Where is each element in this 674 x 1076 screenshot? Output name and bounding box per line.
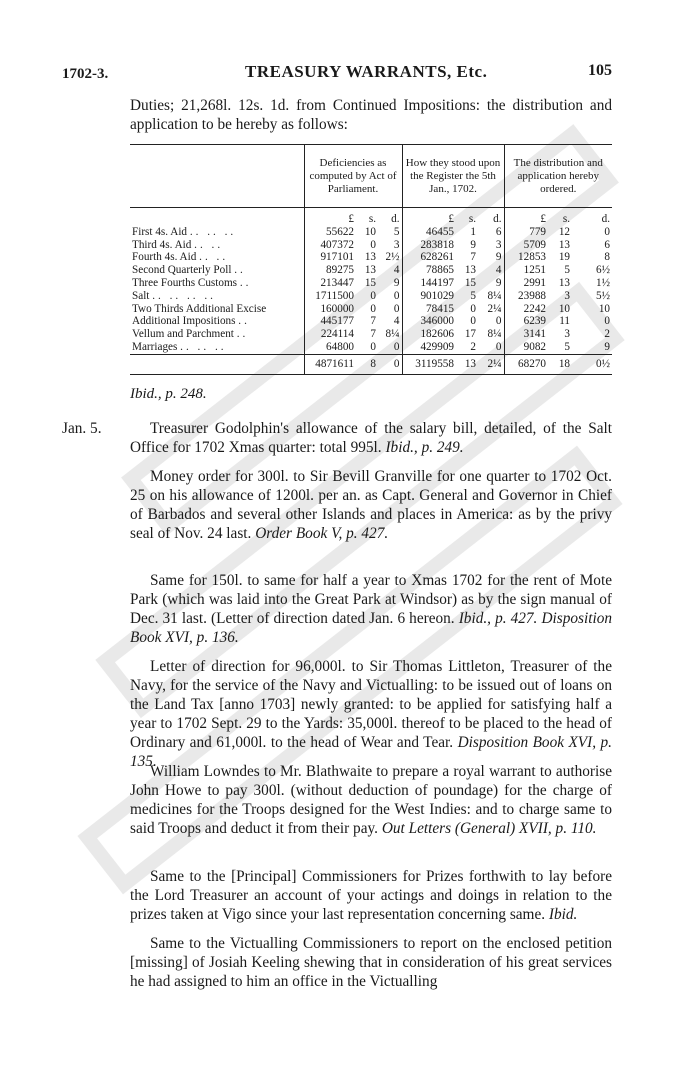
shillings-cell: 0 [370,340,376,353]
paragraph-reference: Ibid. [548,906,578,923]
leader-dots: .. [234,264,246,277]
unit-shillings: s. [368,213,376,225]
paragraph-text: Same to the Victualling Commissioners to report on the enclosed petition [missing] of Josiah Keeling shewing that in consideration of his great services he had assigned to him an office in the Victualling [130,935,612,990]
pence-cell: 8¼ [487,328,502,341]
total-pence-cell: 0½ [572,354,612,374]
pence-cell: 9 [495,276,502,289]
pounds-cell: 23988 [504,290,548,303]
total-pence-cell: 0 [378,354,402,374]
table-row [130,226,612,239]
pounds-cell: 1711500 [304,290,356,303]
column-header-distribution: The distribution and application hereby ordered. [504,145,612,208]
pounds-cell: 429909 [402,341,456,354]
shillings-cell: 7 [370,328,376,341]
paragraph-reference: Out Letters (General) XVII, p. 110. [381,820,597,837]
pounds-cell: 89275 [304,264,356,277]
pounds-cell: 12853 [504,251,548,264]
unit-shillings: s. [562,213,570,225]
paragraph-text: Letter of direction for 96,000l. to Sir Thomas Littleton, Treasurer of the Navy, for the service of the Navy and Victualling: to be issued out of loans on the Land Tax [anno 1703] newly granted: to be applied for satisfying half a year to 1702 Sept. 29 to the Yards: 35,000l. thereof to be placed to the head of Ordinary and 61,000l. to the head of Wear and Tear. [130,658,612,751]
pence-cell: 0 [604,315,610,328]
shillings-cell: 3 [564,289,570,302]
pounds-cell: 64800 [304,341,356,354]
pence-cell: 4 [495,264,502,277]
pounds-cell: 46455 [402,226,456,239]
column-header-register: How they stood upon the Register the 5th Jan., 1702. [402,145,504,208]
shillings-cell: 5 [564,264,570,277]
shillings-cell: 10 [558,302,570,315]
pence-cell: 9 [604,340,610,353]
pounds-cell: 283818 [402,239,456,252]
pence-cell: 8 [604,251,610,264]
pounds-cell: 160000 [304,303,356,316]
shillings-cell: 13 [558,276,570,289]
shillings-cell: 2 [470,340,476,353]
shillings-cell: 5 [564,340,570,353]
row-label [130,315,304,328]
pounds-cell: 182606 [402,328,456,341]
shillings-cell: 13 [364,264,376,277]
pence-cell: 0 [604,225,610,238]
pence-cell: 2½ [385,251,400,264]
pence-cell: 8¼ [385,328,400,341]
paragraph-granville-order [130,467,612,543]
pounds-cell: 901029 [402,290,456,303]
shillings-cell: 15 [364,276,376,289]
page-number: 105 [588,62,612,79]
table-row [130,315,612,328]
pounds-cell: 407372 [304,239,356,252]
pence-cell: 10 [598,302,610,315]
units-row [130,208,612,226]
shillings-cell: 0 [370,238,376,251]
shillings-cell: 0 [370,289,376,302]
unit-pounds: £ [504,208,548,226]
row-label-text: Third 4s. Aid [132,238,192,251]
pounds-cell: 445177 [304,315,356,328]
shillings-cell: 15 [464,276,476,289]
pounds-cell: 78865 [402,264,456,277]
paragraph-lowndes-warrant [130,762,612,838]
units-label-cell [130,208,304,226]
distribution-table [130,144,612,375]
pence-cell: 6½ [596,264,610,277]
shillings-cell: 3 [564,328,570,341]
table-row [130,264,612,277]
pence-cell: 5 [393,225,400,238]
pounds-cell: 2991 [504,277,548,290]
pounds-cell: 1251 [504,264,548,277]
shillings-cell: 13 [558,238,570,251]
row-label [130,264,304,277]
leader-dots: .. .. .. [189,225,237,238]
paragraph-victualling-petition [130,934,612,991]
leader-dots: .. .. [199,251,229,264]
intro-paragraph: Duties; 21,268l. 12s. 1d. from Continued Impositions: the distribution and application to be hereby as follows: [130,97,612,133]
total-shillings-cell: 18 [548,354,572,374]
pounds-cell: 6239 [504,315,548,328]
pence-cell: 6 [604,238,610,251]
paragraph-text: Same for 150l. to same for half a year to Xmas 1702 for the rent of Mote Park (which was laid into the Great Park at Windsor) as by the sign manual of Dec. 31 last. (Letter of direction dated Jan. 6 hereon. [130,572,612,627]
pounds-cell: 3141 [504,328,548,341]
pence-cell: 0 [393,302,400,315]
pence-cell: 3 [495,238,502,251]
leader-dots: .. .. .. .. [152,289,216,302]
paragraph-text: Same to the [Principal] Commissioners for Prizes forthwith to lay before the Lord Treasurer an account of your actings and doings in relation to the prizes taken at Vigo since your last representation concerning same. [130,868,612,923]
pence-cell: 6 [495,225,502,238]
pounds-cell: 55622 [304,226,356,239]
pence-cell: 2 [604,328,610,341]
pence-cell: 4 [393,264,400,277]
table-row [130,239,612,252]
unit-pence: d. [391,213,400,225]
row-label-text: First 4s. Aid [132,225,188,238]
row-label [130,251,304,264]
column-header-deficiencies: Deficiencies as computed by Act of Parliament. [304,145,402,208]
shillings-cell: 12 [558,225,570,238]
pence-cell: 0 [495,340,502,353]
paragraph-reference: Order Book V, p. 427. [255,525,389,542]
table-row [130,277,612,290]
pounds-cell: 224114 [304,328,356,341]
row-label [130,290,304,303]
total-shillings-cell: 13 [456,354,478,374]
pounds-cell: 213447 [304,277,356,290]
pence-cell: 9 [393,276,400,289]
total-pounds-cell: 3119558 [402,354,456,374]
pounds-cell: 346000 [402,315,456,328]
total-row [130,354,612,374]
shillings-cell: 11 [559,315,570,328]
total-pounds-cell: 4871611 [304,354,356,374]
pence-cell: 8¼ [487,289,502,302]
paragraph-prizes-commissioners [130,867,612,924]
table-row [130,341,612,354]
table-body [130,208,612,375]
shillings-cell: 1 [470,225,476,238]
paragraph-text: Money order for 300l. to Sir Bevill Granville for one quarter to 1702 Oct. 25 on his allowance of 1200l. per an. as Capt. General and Governor in Chief of Barbados and several other Islands and places in America: as by the privy seal of Nov. 24 last. [130,468,612,542]
shillings-cell: 10 [364,225,376,238]
shillings-cell: 13 [464,264,476,277]
shillings-cell: 0 [470,315,476,328]
total-pounds-cell: 68270 [504,354,548,374]
pounds-cell: 2242 [504,303,548,316]
shillings-cell: 5 [470,289,476,302]
row-label-text: Vellum and Parchment [132,328,234,341]
shillings-cell: 0 [470,302,476,315]
label-header [130,145,304,208]
pence-cell: 0 [495,315,502,328]
pence-cell: 3 [393,238,400,251]
leader-dots: .. [236,328,249,341]
unit-pence: d. [493,213,502,225]
row-label-text: Marriages [132,340,178,353]
row-label-text: Fourth 4s. Aid [132,251,197,264]
pence-cell: 1½ [596,276,610,289]
entry-date: Jan. 5. [62,420,102,437]
running-title: TREASURY WARRANTS, Etc. [245,62,488,81]
shillings-cell: 7 [370,315,376,328]
pence-cell: 9 [495,251,502,264]
row-label [130,226,304,239]
leader-dots: .. .. [194,238,224,251]
paragraph-text: Treasurer Godolphin's allowance of the salary bill, detailed, of the Salt Office for 1702 Xmas quarter: total 995l. [130,420,612,456]
row-label-text: Two Thirds Additional Excise [132,302,267,315]
table-source-reference: Ibid., p. 248. [130,386,207,402]
table-row [130,328,612,341]
paragraph-text: William Lowndes to Mr. Blathwaite to prepare a royal warrant to authorise John Howe to pay 300l. (without deduction of poundage) for the charge of medicines for the Troops designed for the West Indies: and to charge same to said Troops and deduct it from their pay. [130,763,612,837]
pence-cell: 2¼ [487,302,502,315]
total-pence-cell: 2¼ [478,354,504,374]
table-row [130,303,612,316]
pounds-cell: 917101 [304,251,356,264]
row-label [130,239,304,252]
row-label-text: Three Fourths Customs [132,276,238,289]
paragraph-salt-office [130,419,612,457]
row-label-text: Second Quarterly Poll [132,264,232,277]
shillings-cell: 13 [364,251,376,264]
row-label-text: Additional Impositions [132,315,236,328]
shillings-cell: 19 [558,251,570,264]
leader-dots: .. [238,315,250,328]
pounds-cell: 9082 [504,341,548,354]
shillings-cell: 7 [470,251,476,264]
leader-dots: .. .. .. [180,340,227,353]
table-row [130,251,612,264]
shillings-cell: 17 [464,328,476,341]
paragraph-reference: Disposition Book XVI, p. 135. [130,734,613,770]
unit-pounds: £ [402,208,456,226]
pence-cell: 0 [393,289,400,302]
paragraph-reference: Ibid., p. 427. Disposition Book XVI, p. 136. [130,610,612,646]
row-label [130,341,304,354]
pounds-cell: 628261 [402,251,456,264]
shillings-cell: 9 [470,238,476,251]
total-shillings-cell: 8 [356,354,378,374]
row-label [130,328,304,341]
pounds-cell: 144197 [402,277,456,290]
pence-cell: 5½ [596,289,610,302]
pounds-cell: 5709 [504,239,548,252]
margin-year: 1702-3. [62,66,109,82]
leader-dots: .. [239,276,252,289]
paragraph-navy-direction [130,657,612,771]
total-label-cell [130,354,304,374]
paragraph-mote-park [130,571,612,647]
row-label [130,277,304,290]
row-label-text: Salt [132,289,150,302]
unit-pounds: £ [304,208,356,226]
unit-pence: d. [601,213,610,225]
unit-shillings: s. [468,213,476,225]
pounds-cell: 779 [504,226,548,239]
pounds-cell: 78415 [402,303,456,316]
paragraph-reference: Ibid., p. 249. [385,439,464,456]
table-row [130,290,612,303]
row-label [130,303,304,316]
pence-cell: 0 [393,340,400,353]
shillings-cell: 0 [370,302,376,315]
pence-cell: 4 [393,315,400,328]
